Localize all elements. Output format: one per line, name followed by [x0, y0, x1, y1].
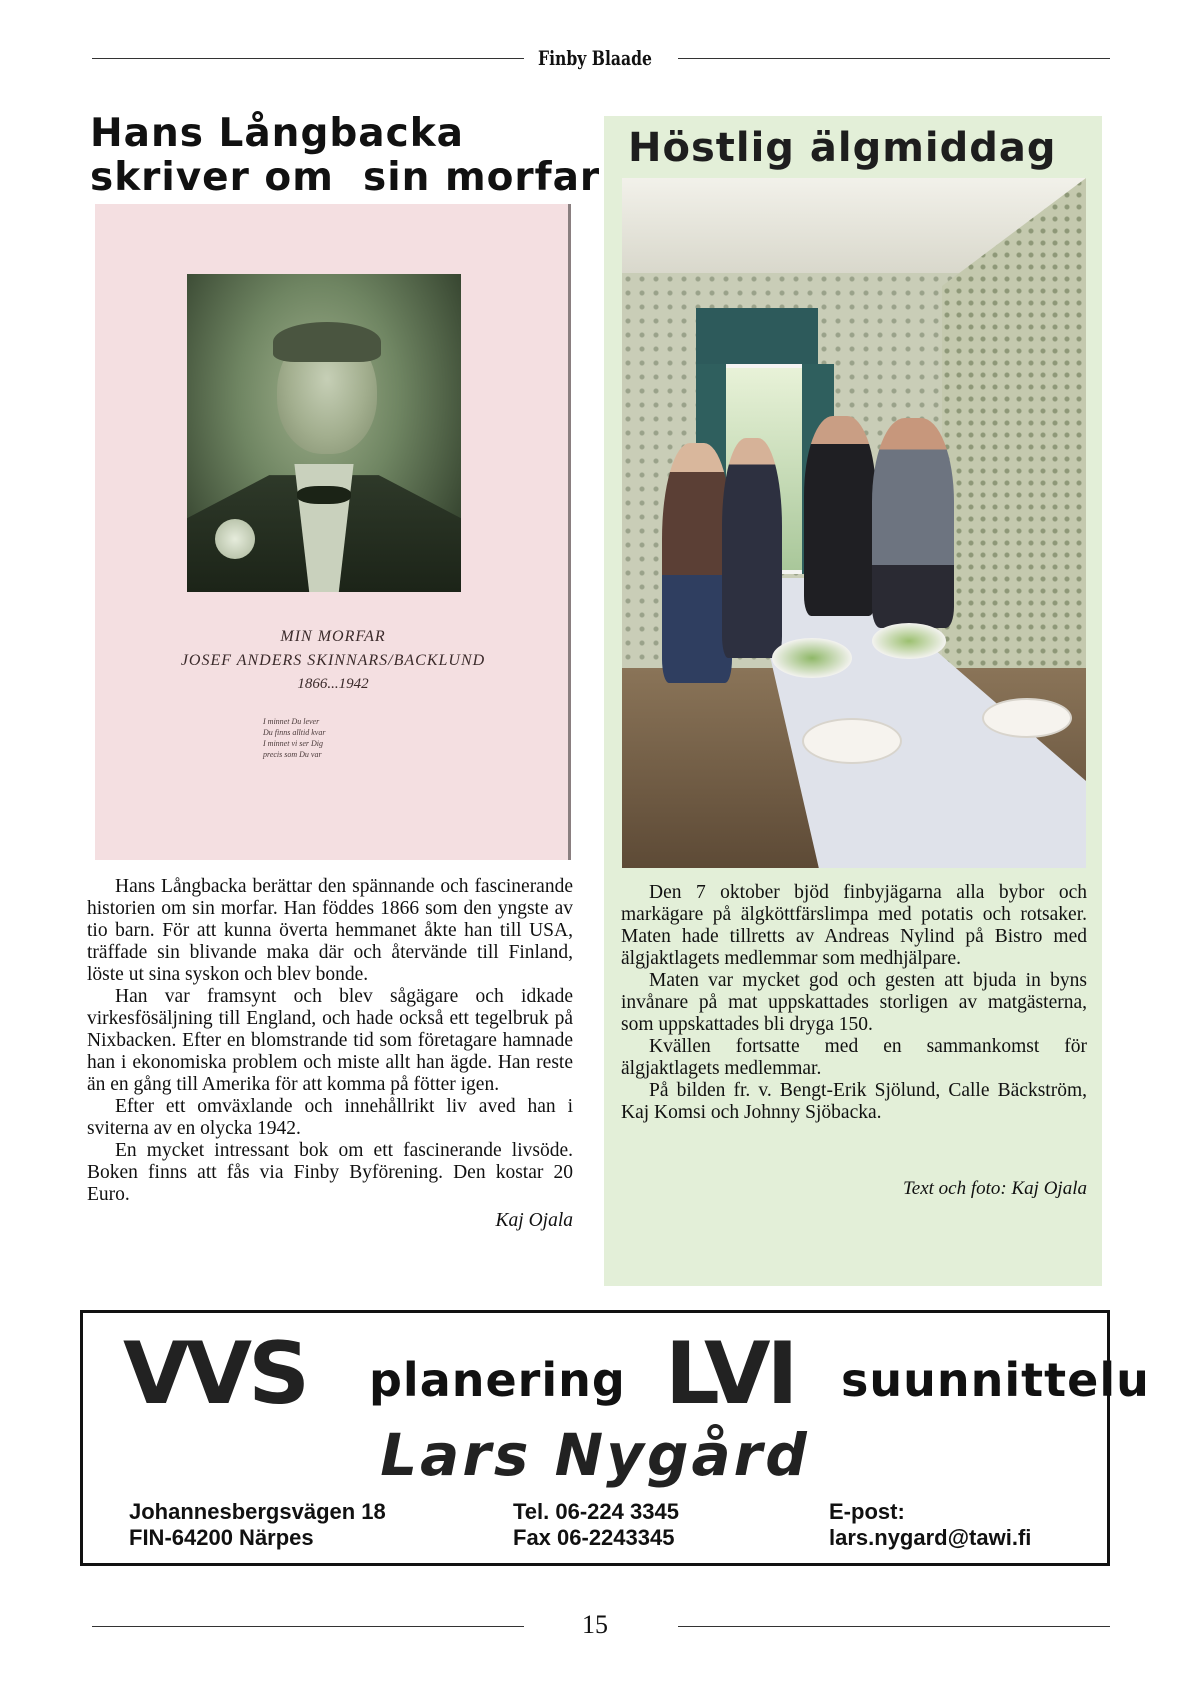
salad-bowl [872, 623, 946, 659]
lvi-suunnittelu-text: suunnittelu [841, 1353, 1150, 1407]
advertisement [80, 1310, 1150, 1566]
right-article-body [621, 882, 1087, 1124]
ad-phone [513, 1499, 679, 1551]
person [872, 418, 954, 628]
poem-line: precis som Du var [263, 750, 322, 759]
book-cover-years: 1866...1942 [297, 676, 369, 692]
fax-line: Fax 06-2243345 [513, 1525, 675, 1550]
ad-business-name: Lars Nygård [380, 1421, 810, 1489]
vvs-logo: VVS [123, 1324, 307, 1424]
publication-title: Finby Blaade [538, 46, 652, 70]
book-cover-poem [263, 716, 325, 760]
left-paragraph: En mycket intressant bok om ett fascinerande livsöde. Boken finns att fås via Finby Byförening. Den kostar 20 Euro. [87, 1140, 573, 1205]
left-signature: Kaj Ojala [495, 1210, 573, 1231]
plate [982, 698, 1072, 738]
portrait-photo [187, 274, 461, 592]
left-article-body [87, 876, 573, 1232]
poem-line: Du finns alltid kvar [263, 728, 326, 737]
salad-bowl [772, 638, 852, 678]
vvs-planering-text: planering [369, 1353, 626, 1407]
person [804, 416, 876, 616]
photo-credit: Text och foto: Kaj Ojala [902, 1178, 1087, 1199]
left-paragraph: Hans Långbacka berättar den spännande och fascinerande historien om sin morfar. Han föddes 1866 som den yngste av tio barn. För att kunna överta hemmanet åkte han till USA, träffade sin blivande maka där och återvände till Finland, löste ut sina syskon och blev bonde. [87, 876, 573, 985]
email-link[interactable]: lars.nygard@tawi.fi [829, 1525, 1032, 1550]
left-title-line2: skriver om sin morfar [90, 155, 601, 200]
right-paragraph: På bilden fr. v. Bengt-Erik Sjölund, Calle Bäckström, Kaj Komsi och Johnny Sjöbacka. [621, 1080, 1087, 1123]
ad-address [129, 1499, 386, 1551]
book-cover-line1: MIN MORFAR [280, 628, 386, 645]
page-number: 15 [582, 1610, 608, 1639]
book-cover-image [95, 204, 571, 860]
phone-line: Tel. 06-224 3345 [513, 1499, 679, 1524]
poem-line: I minnet vi ser Dig [263, 739, 323, 748]
right-paragraph: Den 7 oktober bjöd finbyjägarna alla bybor och markägare på älgköttfärslimpa med potatis och rotsaker. Maten hade tillretts av Andreas Nylind på Bistro med älgjaktlagets medlemmar som medhjälpare. [621, 882, 1087, 969]
address-line: Johannesbergsvägen 18 [129, 1499, 386, 1524]
book-cover-line2: JOSEF ANDERS SKINNARS/BACKLUND [180, 652, 486, 669]
lvi-logo: LVI [665, 1324, 795, 1424]
left-title-line1: Hans Långbacka [90, 111, 464, 156]
right-paragraph: Kvällen fortsatte med en sammankomst för älgjaktlagets medlemmar. [621, 1036, 1087, 1079]
left-paragraph: Han var framsynt och blev sågägare och idkade virkesfösäljning till England, och hade också ett tegelbruk på Nixbacken. Efter en blomstrande tid som företagare hamnade han i ekonomiska problem och miste allt han ägde. Han reste än en gång till Amerika för att komma på fötter igen. [87, 986, 573, 1095]
address-line: FIN-64200 Närpes [129, 1525, 314, 1550]
flower-boutonniere [215, 519, 255, 559]
ad-logo-row [123, 1324, 1150, 1424]
poem-line: I minnet Du lever [263, 717, 320, 726]
person [722, 438, 782, 658]
email-label: E-post: [829, 1499, 905, 1524]
right-article-title: Höstlig älgmiddag [628, 125, 1057, 171]
right-paragraph: Maten var mycket god och gesten att bjuda in byns invånare på mat uppskattades storligen av matgästerna, som uppskattades bli dryga 150. [621, 970, 1087, 1035]
dinner-photo [622, 178, 1086, 868]
plate [802, 718, 902, 764]
left-paragraph: Efter ett omväxlande och innehållrikt liv aved han i sviterna av en olycka 1942. [87, 1096, 573, 1139]
left-article-title [90, 112, 600, 200]
ad-email [829, 1499, 1031, 1551]
